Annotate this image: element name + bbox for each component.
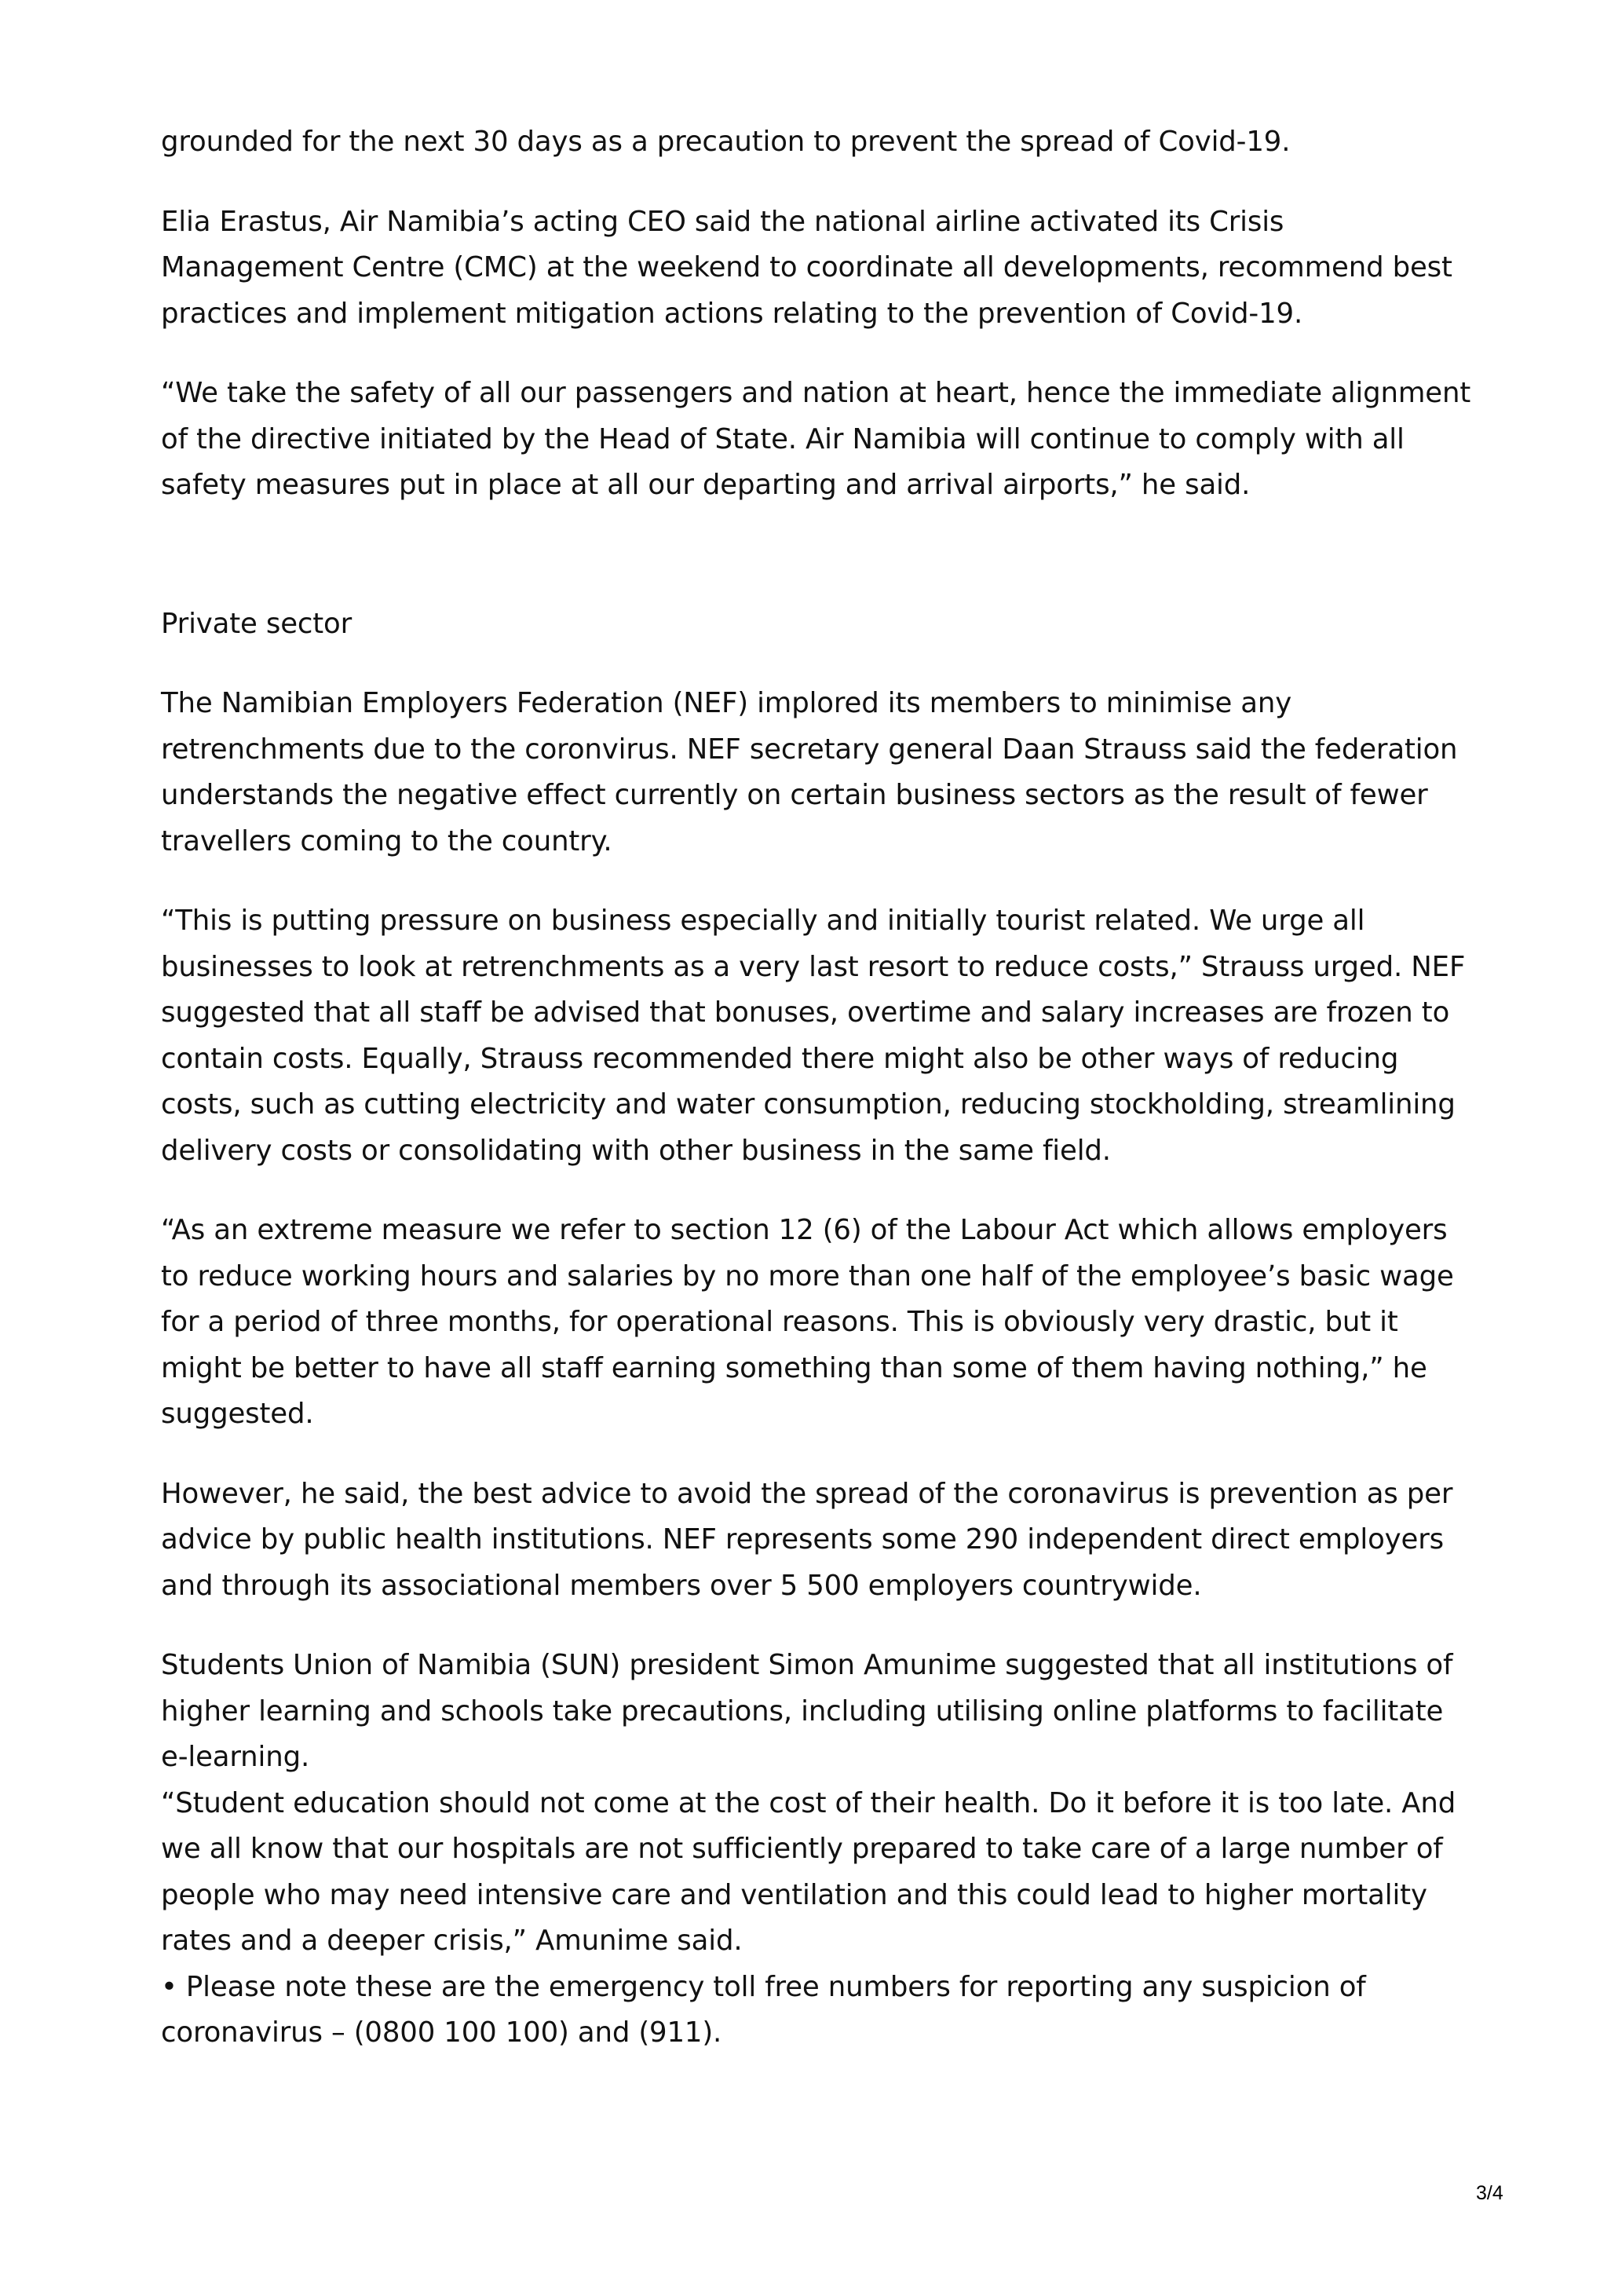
paragraph-labour-act-quote: “As an extreme measure we refer to section 12 (6) of the Labour Act which allows employers to reduce working hours and salaries by no more than one half of the employee’s basic wage for a period of three months, for operational reasons. This is obviously very drastic, but it might be better to have all staff earning something than some of them having nothing,” he suggested. (161, 1214, 1454, 1430)
paragraph-grounded-flights: grounded for the next 30 days as a precaution to prevent the spread of Covid-19. (161, 126, 1291, 158)
article-body (161, 119, 1472, 2057)
paragraph-prevention-advice: However, he said, the best advice to avoid the spread of the coronavirus is prevention as per advice by public health institutions. NEF represents some 290 independent direct employers and through its associational members over 5 500 employers countrywide. (161, 1477, 1453, 1602)
paragraph-amunime-quote: “Student education should not come at the cost of their health. Do it before it is too late. And we all know that our hospitals are not sufficiently prepared to take care of a large number of people who may need intensive care and ventilation and this could lead to higher mortality rates and a deeper crisis,” Amunime said. (161, 1786, 1456, 1957)
paragraph-air-namibia-cmc: Elia Erastus, Air Namibia’s acting CEO said the national airline activated its Crisis Management Centre (CMC) at the weekend to coordinate all developments, recommend best practices and implement mitigation actions relating to the prevention of Covid-19. (161, 205, 1452, 330)
paragraph-air-namibia-quote: “We take the safety of all our passengers and nation at heart, hence the immediate alignment of the directive initiated by the Head of State. Air Namibia will continue to comply with all safety measures put in place at all our departing and arrival airports,” he said. (161, 377, 1471, 501)
paragraph-sun-president: Students Union of Namibia (SUN) president Simon Amunime suggested that all institutions of higher learning and schools take precautions, including utilising online platforms to facilitate e-learning. (161, 1649, 1453, 1773)
paragraph-emergency-numbers: • Please note these are the emergency toll free numbers for reporting any suspicion of coronavirus – (0800 100 100) and (911). (161, 1970, 1366, 2049)
section-heading-private-sector: Private sector (161, 607, 353, 640)
paragraph-strauss-quote: “This is putting pressure on business especially and initially tourist related. We urge all businesses to look at retrenchments as a very last resort to reduce costs,” Strauss urged. NEF suggested that all staff be advised that bonuses, overtime and salary increases are frozen to contain costs. Equally, Strauss recommended there might also be other ways of reducing costs, such as cutting electricity and water consumption, reducing stockholding, streamlining delivery costs or consolidating with other business in the same field. (161, 905, 1466, 1167)
page-number: 3/4 (1476, 2182, 1503, 2204)
paragraph-nef-retrenchments: The Namibian Employers Federation (NEF) implored its members to minimise any retrenchments due to the coronvirus. NEF secretary general Daan Strauss said the federation understands the negative effect currently on certain business sectors as the result of fewer travellers coming to the country. (161, 687, 1458, 857)
